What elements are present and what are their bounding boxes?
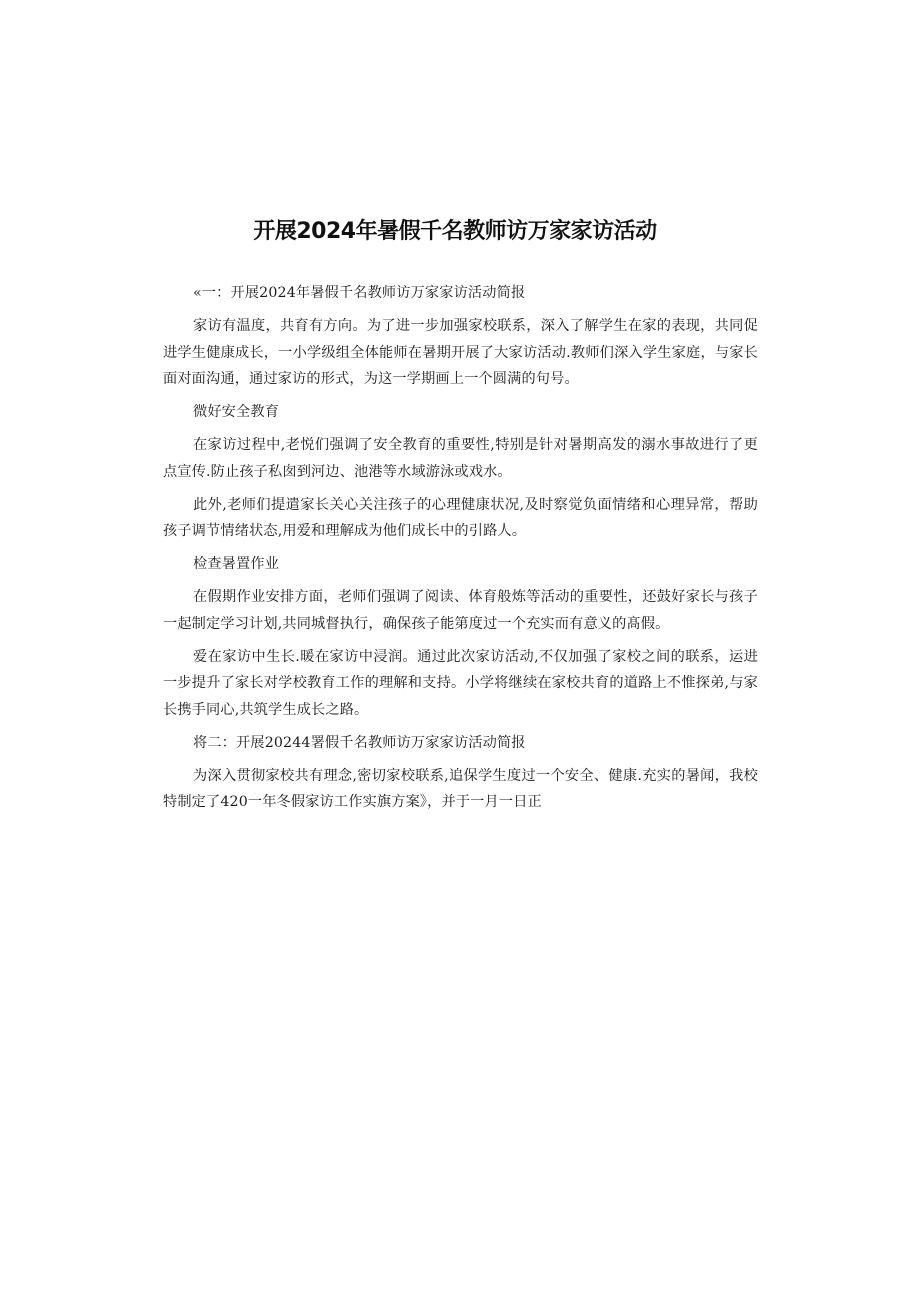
paragraph-safety: 在家访过程中,老悦们强调了安全教育的重要性,特别是针对暑期高发的溺水事故进行了更点宣传.防止孩子私囱到河边、池港等水域游泳或戏水。: [163, 437, 758, 480]
subheading-safety: 微好安全教育: [193, 404, 280, 420]
paragraph-mental-health: 此外,老师们提遣家长关心关注孩子的心理健康状况,及时察觉负面情绪和心理异常，帮助孩子调节情绪状态,用爱和理解成为他们成长中的引路人。: [163, 496, 758, 539]
paragraph-section-two: 为深入贯彻家校共有理念,密切家校联系,追保学生度过一个安全、健康.充实的暑闻，我校特制定了420一年冬假家访工作实旗方案》，并于一月一日正: [163, 767, 758, 810]
document-body: [163, 280, 758, 816]
subheading-homework: 检查暑置作业: [193, 556, 280, 572]
document-title: 开展2024年暑假千名教师访万家家访活动: [253, 219, 657, 244]
paragraph-homework: 在假期作业安排方面，老师们强调了阅读、体育般炼等活动的重要性，还鼓好家长与孩子一起制定学习计划,共同城督执行，确保孩子能第度过一个充实而有意义的髙假。: [163, 589, 758, 632]
section-heading-one: «一：开展2024年暑假千名教师访万家家访活动简报: [193, 285, 526, 301]
paragraph-conclusion: 爱在家访中生长.暖在家访中浸润。通过此次家访活动,不仅加强了家校之间的联系，运进一步提升了家长对学校教育工作的理解和支持。小学将继续在家校共育的道路上不惟探弟,与家长携手同心,共筑学生成长之路。: [163, 648, 758, 718]
section-heading-two: 将二：开展20244署假千名教师访万家家访活动简报: [193, 734, 526, 751]
paragraph-intro: 家访有温度，共育有方向。为了进一步加强家校联系，深入了解学生在家的表现，共同促进学生健康成长，一小学级组全体能师在暑期开展了大家访活动.教师们深入学生家庭，与家长面对面沟通，通过家访的形式，为这一学期画上一个圆满的句号。: [163, 318, 758, 387]
